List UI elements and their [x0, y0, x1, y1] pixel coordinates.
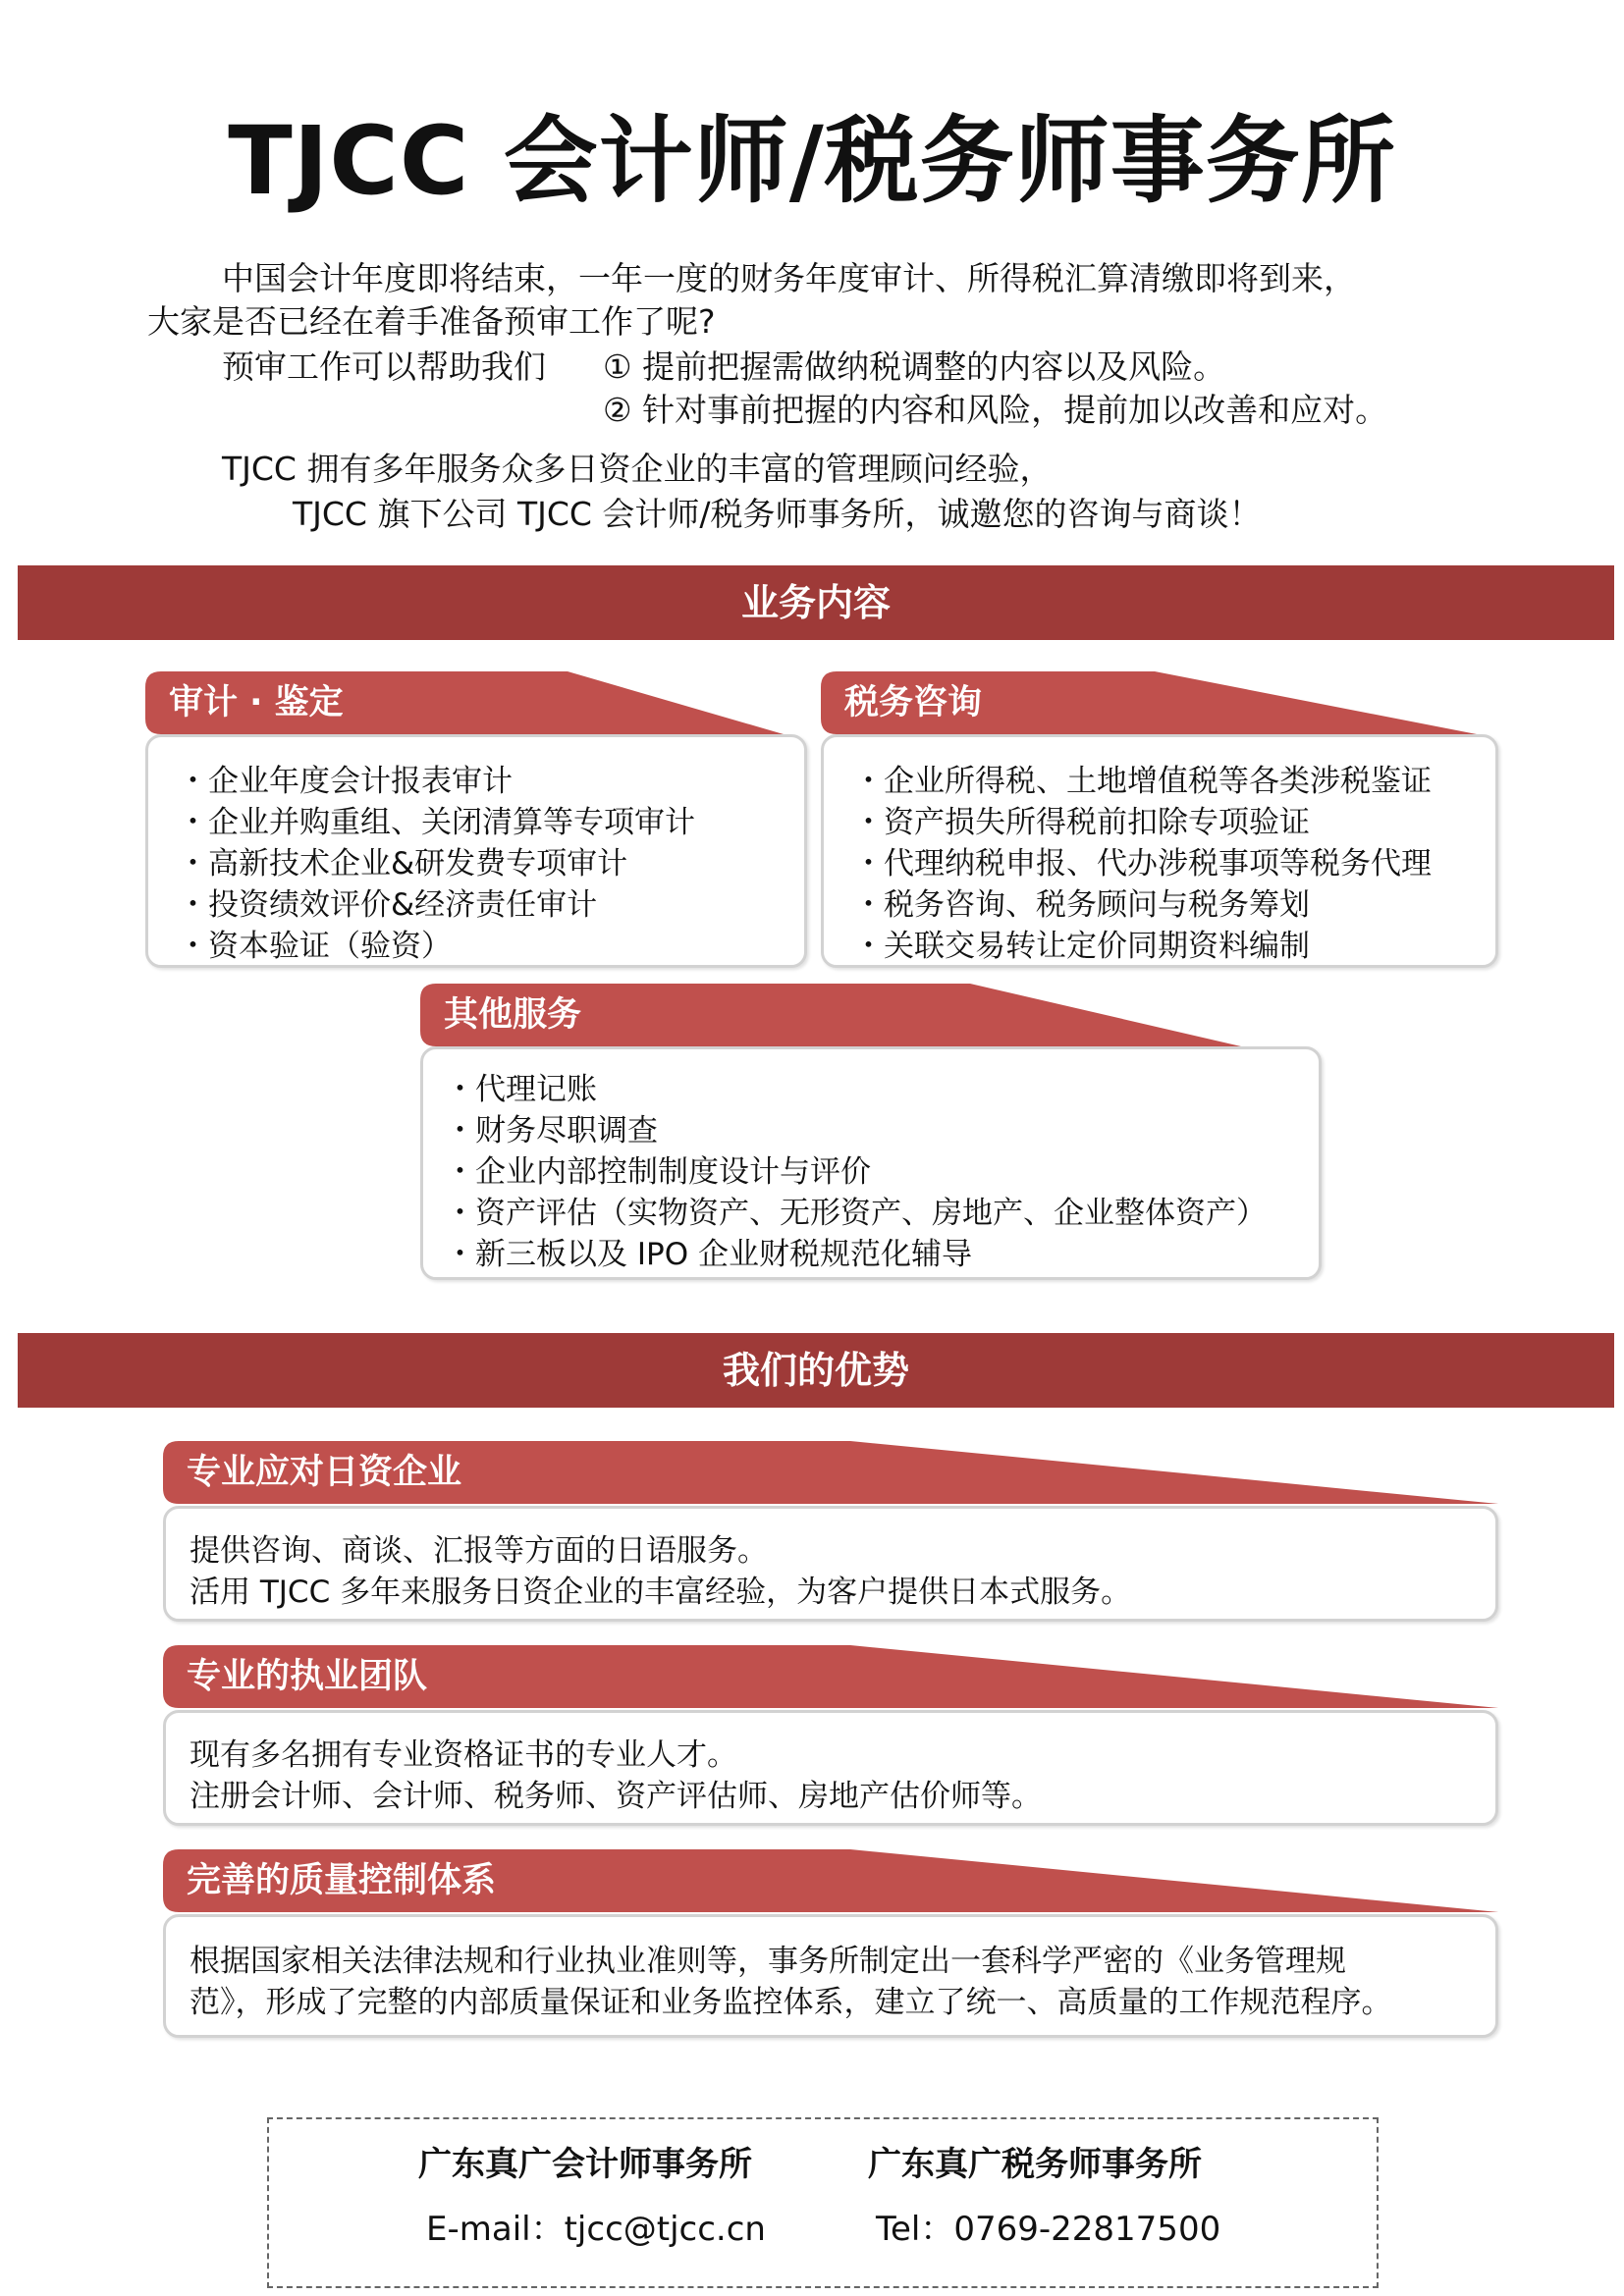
list-item: ・投资绩效评价&经济责任审计: [178, 887, 598, 923]
list-item: ・资产评估（实物资产、无形资产、房地产、企业整体资产）: [445, 1196, 1267, 1231]
advantage-line: 提供咨询、商谈、汇报等方面的日语服务。: [189, 1533, 768, 1569]
list-item: ・代理纳税申报、代办涉税事项等税务代理: [853, 846, 1432, 881]
tax-box: [821, 734, 1498, 968]
advantage-line: 注册会计师、会计师、税务师、资产评估师、房地产估价师等。: [189, 1779, 1042, 1814]
advantage-title: 专业的执业团队: [187, 1657, 428, 1696]
list-item: ・代理记账: [445, 1072, 597, 1107]
advantage-title: 专业应对日资企业: [187, 1453, 462, 1492]
contact-box: [267, 2117, 1379, 2288]
contact-email[interactable]: E-mail：tjcc@tjcc.cn: [426, 2210, 766, 2249]
other-box: [420, 1046, 1322, 1280]
advantage-tab: [163, 1441, 1498, 1504]
tax-tab: [821, 671, 1477, 734]
list-item: ・新三板以及 IPO 企业财税规范化辅导: [445, 1237, 972, 1272]
audit-list: [178, 761, 804, 967]
list-item: ・资产损失所得税前扣除专项验证: [853, 805, 1310, 840]
audit-tab: [145, 671, 784, 734]
other-tab: [420, 984, 1241, 1046]
advantage-line: 范》，形成了完整的内部质量保证和业务监控体系，建立了统一、高质量的工作规范程序。: [189, 1985, 1392, 2020]
intro-line-1: 中国会计年度即将结束，一年一度的财务年度审计、所得税汇算清缴即将到来，: [222, 259, 1356, 297]
intro-line-2: 大家是否已经在着手准备预审工作了呢?: [147, 302, 716, 341]
intro-help-2: ② 针对事前把握的内容和风险，提前加以改善和应对。: [603, 391, 1388, 429]
list-item: ・企业内部控制制度设计与评价: [445, 1154, 871, 1190]
firm-name-tax: 广东真广税务师事务所: [868, 2145, 1202, 2184]
list-item: ・资本验证（验资）: [178, 929, 452, 964]
services-heading: 业务内容: [18, 565, 1614, 640]
advantage-title: 完善的质量控制体系: [187, 1861, 497, 1900]
tax-title: 税务咨询: [844, 683, 983, 722]
intro-help-lead: 预审工作可以帮助我们: [222, 347, 546, 386]
tax-list: [853, 761, 1495, 967]
list-item: ・企业并购重组、关闭清算等专项审计: [178, 805, 695, 840]
intro-help-1: ① 提前把握需做纳税调整的内容以及风险。: [603, 347, 1226, 386]
advantage-tab: [163, 1645, 1498, 1708]
contact-phone[interactable]: Tel：0769-22817500: [876, 2210, 1221, 2249]
intro-experience-1: TJCC 拥有多年服务众多日资企业的丰富的管理顾问经验，: [222, 450, 1053, 488]
list-item: ・关联交易转让定价同期资料编制: [853, 929, 1310, 964]
list-item: ・税务咨询、税务顾问与税务筹划: [853, 887, 1310, 923]
list-item: ・企业所得税、土地增值税等各类涉税鉴证: [853, 764, 1432, 799]
advantage-line: 根据国家相关法律法规和行业执业准则等，事务所制定出一套科学严密的《业务管理规: [189, 1944, 1346, 1979]
other-list: [445, 1069, 1319, 1275]
intro-experience-2: TJCC 旗下公司 TJCC 会计师/税务师事务所，诚邀您的咨询与商谈！: [293, 495, 1262, 533]
advantage-line: 活用 TJCC 多年来服务日资企业的丰富经验，为客户提供日本式服务。: [189, 1575, 1132, 1610]
advantage-box: [163, 1710, 1498, 1826]
audit-title: 审计 · 鉴定: [169, 683, 344, 722]
advantages-heading: 我们的优势: [18, 1333, 1614, 1408]
advantage-box: [163, 1506, 1498, 1622]
list-item: ・高新技术企业&研发费专项审计: [178, 846, 628, 881]
advantage-tab: [163, 1849, 1498, 1912]
list-item: ・财务尽职调查: [445, 1113, 658, 1148]
advantage-box: [163, 1914, 1498, 2038]
list-item: ・企业年度会计报表审计: [178, 764, 513, 799]
audit-box: [145, 734, 807, 968]
page-title: TJCC 会计师/税务师事务所: [228, 106, 1396, 216]
other-title: 其他服务: [444, 995, 582, 1035]
firm-name-accounting: 广东真广会计师事务所: [418, 2145, 752, 2184]
advantage-line: 现有多名拥有专业资格证书的专业人才。: [189, 1737, 737, 1773]
